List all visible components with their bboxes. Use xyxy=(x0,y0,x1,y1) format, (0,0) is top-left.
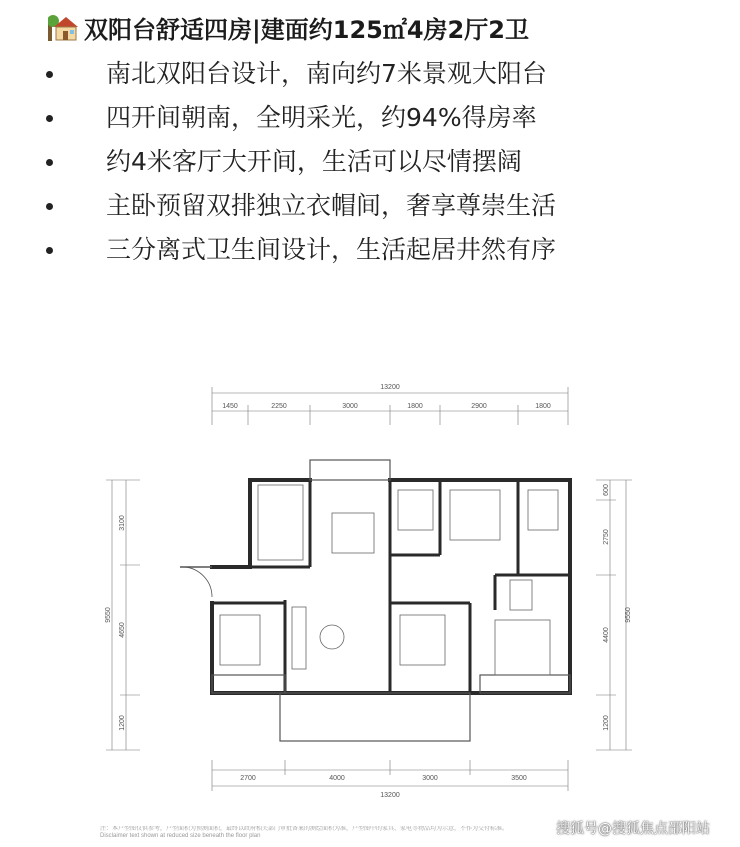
floor-plan xyxy=(100,375,640,805)
top-dim: 2250 xyxy=(271,403,287,410)
page-title xyxy=(48,10,529,44)
top-dimension-lines xyxy=(212,387,568,425)
right-dim: 2750 xyxy=(603,529,610,545)
feature-item xyxy=(36,52,726,96)
left-dim: 3100 xyxy=(119,515,126,531)
top-total-dim: 13200 xyxy=(380,384,400,391)
feature-text: 三分离式卫生间设计，生活起居井然有序 xyxy=(106,235,557,264)
top-dim: 1450 xyxy=(222,403,238,410)
feature-text: 主卧预留双排独立衣帽间，奢享尊崇生活 xyxy=(106,191,557,220)
top-dim: 3000 xyxy=(342,403,358,410)
bottom-dim: 3000 xyxy=(422,775,438,782)
disclaimer xyxy=(100,826,550,840)
watermark: 搜狐号@搜狐焦点邵阳站 xyxy=(556,821,710,837)
feature-item xyxy=(36,228,726,272)
feature-text: 约4米客厅大开间，生活可以尽情摆阔 xyxy=(106,147,522,176)
title-text: 双阳台舒适四房|建面约125㎡4房2厅2卫 xyxy=(84,15,529,44)
bottom-dim: 2700 xyxy=(240,775,256,782)
bullet-dot xyxy=(46,115,53,122)
bottom-dim: 4000 xyxy=(329,775,345,782)
feature-item xyxy=(36,184,726,228)
feature-text: 南北双阳台设计，南向约7米景观大阳台 xyxy=(106,59,547,88)
right-dim: 600 xyxy=(603,484,610,496)
right-dim: 1200 xyxy=(603,715,610,731)
bullet-dot xyxy=(46,159,53,166)
entry-door xyxy=(180,567,212,597)
left-total-dim: 9550 xyxy=(105,607,112,623)
bullet-dot xyxy=(46,247,53,254)
top-dim: 1800 xyxy=(407,403,423,410)
bottom-dim: 3500 xyxy=(511,775,527,782)
feature-item xyxy=(36,140,726,184)
bottom-total-dim: 13200 xyxy=(380,792,400,799)
feature-text: 四开间朝南，全明采光，约94%得房率 xyxy=(106,103,537,132)
top-dim: 2900 xyxy=(471,403,487,410)
bullet-dot xyxy=(46,203,53,210)
interior-walls xyxy=(212,480,570,693)
left-dim: 1200 xyxy=(119,715,126,731)
right-total-dim: 9550 xyxy=(625,607,632,623)
top-dim: 1800 xyxy=(535,403,551,410)
disclaimer-line: Disclaimer text shown at reduced size beneath the floor plan xyxy=(100,833,261,839)
left-dim: 4650 xyxy=(119,622,126,638)
feature-list xyxy=(36,52,726,272)
right-dim: 4400 xyxy=(603,627,610,643)
house-with-tree-icon xyxy=(48,13,78,41)
disclaimer-line: 注：本户型图仅供参考，户型面积为预测面积，最终以政府相关部门审批备案的测绘面积为准，户型图中的家具、家电等物品均为示意，不作为交付标准。 xyxy=(100,826,509,832)
bullet-dot xyxy=(46,71,53,78)
feature-item xyxy=(36,96,726,140)
